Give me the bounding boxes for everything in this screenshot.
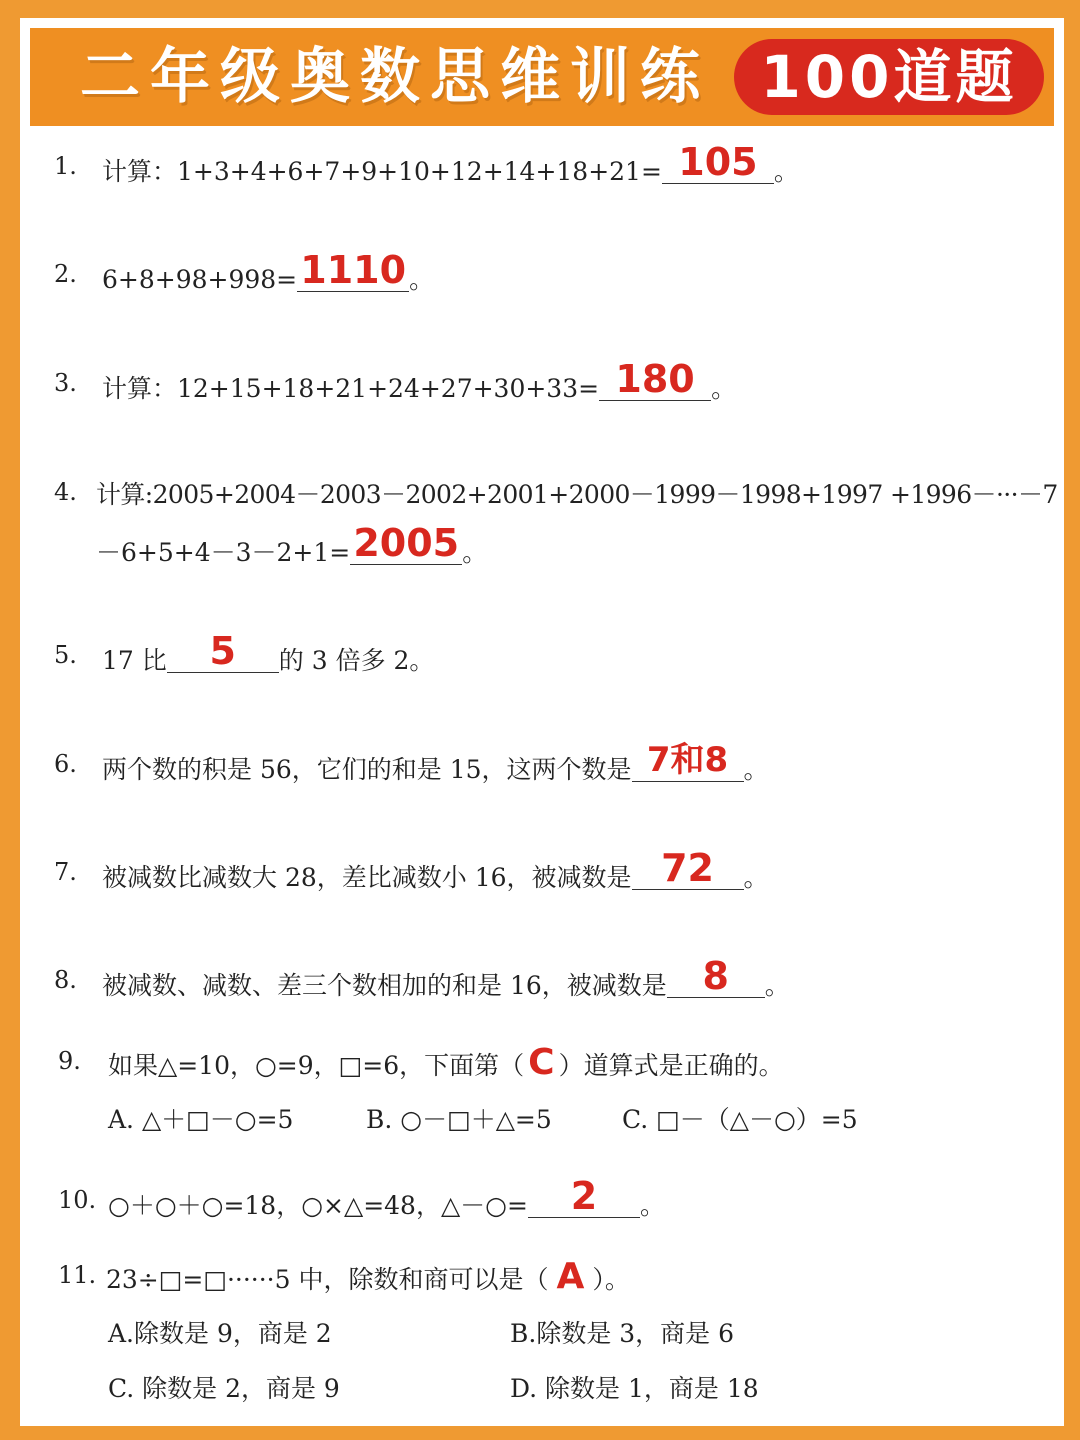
- question-number: 9.: [58, 1047, 81, 1075]
- option-c: C. 除数是 2，商是 9: [108, 1374, 340, 1403]
- question-text: 计算：12+15+18+21+24+27+30+33=: [102, 374, 600, 403]
- answer: 72: [661, 846, 714, 890]
- answer-blank: [662, 140, 774, 184]
- option-a: A. △＋□－○=5: [108, 1105, 294, 1134]
- question-number: 5.: [54, 641, 77, 669]
- question-4: [96, 475, 1058, 511]
- question-text: 如果△=10，○=9，□=6，下面第（: [108, 1051, 525, 1080]
- question-7: [102, 846, 769, 894]
- question-text: 被减数、减数、差三个数相加的和是 16，被减数是: [102, 971, 667, 1000]
- answer-blank: [632, 740, 744, 782]
- question-number: 11.: [58, 1261, 97, 1289]
- answer-blank: [350, 521, 462, 565]
- question-end: ）道算式是正确的。: [558, 1051, 784, 1080]
- option-b: B. ○－□＋△=5: [366, 1105, 552, 1134]
- option-d: D. 除数是 1，商是 18: [510, 1374, 759, 1403]
- question-end: 。: [764, 971, 790, 1000]
- question-text: 两个数的积是 56，它们的和是 15，这两个数是: [102, 755, 632, 784]
- question-11: [106, 1256, 630, 1297]
- question-2: [102, 248, 435, 296]
- answer-blank: [528, 1174, 640, 1218]
- answer-blank: [167, 629, 279, 673]
- question-text: 6+8+98+998=: [102, 265, 298, 294]
- page-title: 二年级奥数思维训练: [80, 42, 710, 112]
- title-banner: [30, 28, 1054, 126]
- answer-blank: [667, 954, 765, 998]
- question-number: 4.: [54, 478, 77, 506]
- question-number: 3.: [54, 369, 77, 397]
- option-c: C. □－（△－○）=5: [622, 1105, 858, 1134]
- question-number: 1.: [54, 152, 77, 180]
- answer: 180: [615, 357, 695, 401]
- question-5: [102, 629, 435, 677]
- question-end: 的 3 倍多 2。: [278, 646, 435, 675]
- question-number: 7.: [54, 858, 77, 886]
- question-text: 被减数比减数大 28，差比减数小 16，被减数是: [102, 863, 632, 892]
- option-b: B.除数是 3，商是 6: [510, 1319, 735, 1348]
- question-end: 。: [743, 863, 769, 892]
- question-text-continued: －6+5+4－3－2+1=: [96, 538, 351, 567]
- question-text: 23÷□=□······5 中，除数和商可以是（: [106, 1265, 549, 1294]
- option-a: A.除数是 9，商是 2: [108, 1319, 332, 1348]
- question-end: 。: [409, 265, 435, 294]
- question-9: [108, 1042, 784, 1083]
- question-3: [102, 357, 737, 405]
- question-number: 10.: [58, 1186, 97, 1214]
- question-end: ）。: [592, 1265, 630, 1294]
- count-badge: 100道题: [734, 39, 1044, 115]
- answer: 1110: [300, 248, 407, 292]
- question-1: [102, 140, 799, 188]
- answer: 2005: [353, 521, 460, 565]
- question-number: 6.: [54, 750, 77, 778]
- question-8: [102, 954, 790, 1002]
- question-text: 计算：1+3+4+6+7+9+10+12+14+18+21=: [102, 157, 662, 186]
- answer-blank: [599, 357, 711, 401]
- answer: 5: [209, 629, 236, 673]
- question-number: 8.: [54, 966, 77, 994]
- question-end: 。: [773, 157, 799, 186]
- question-6: [102, 740, 769, 786]
- answer-blank: [297, 248, 409, 292]
- answer: 7和8: [646, 740, 729, 780]
- worksheet-page: [20, 18, 1064, 1426]
- answer: A: [556, 1256, 585, 1297]
- question-end: 。: [711, 374, 737, 403]
- question-text: 17 比: [102, 646, 167, 675]
- question-end: 。: [462, 538, 488, 567]
- question-10: [108, 1174, 665, 1222]
- answer: 105: [678, 140, 758, 184]
- question-number: 2.: [54, 260, 77, 288]
- answer: 2: [570, 1174, 598, 1218]
- question-text: ○＋○＋○=18，○×△=48，△－○=: [108, 1191, 528, 1220]
- question-end: 。: [639, 1191, 665, 1220]
- question-4-line2: [96, 521, 488, 569]
- answer: C: [528, 1042, 555, 1083]
- answer: 8: [702, 954, 729, 998]
- answer-blank: [632, 846, 744, 890]
- question-text: 计算:2005+2004－2003－2002+2001+2000－1999－1998+1997 +1996－···－7: [96, 480, 1058, 509]
- question-end: 。: [743, 755, 769, 784]
